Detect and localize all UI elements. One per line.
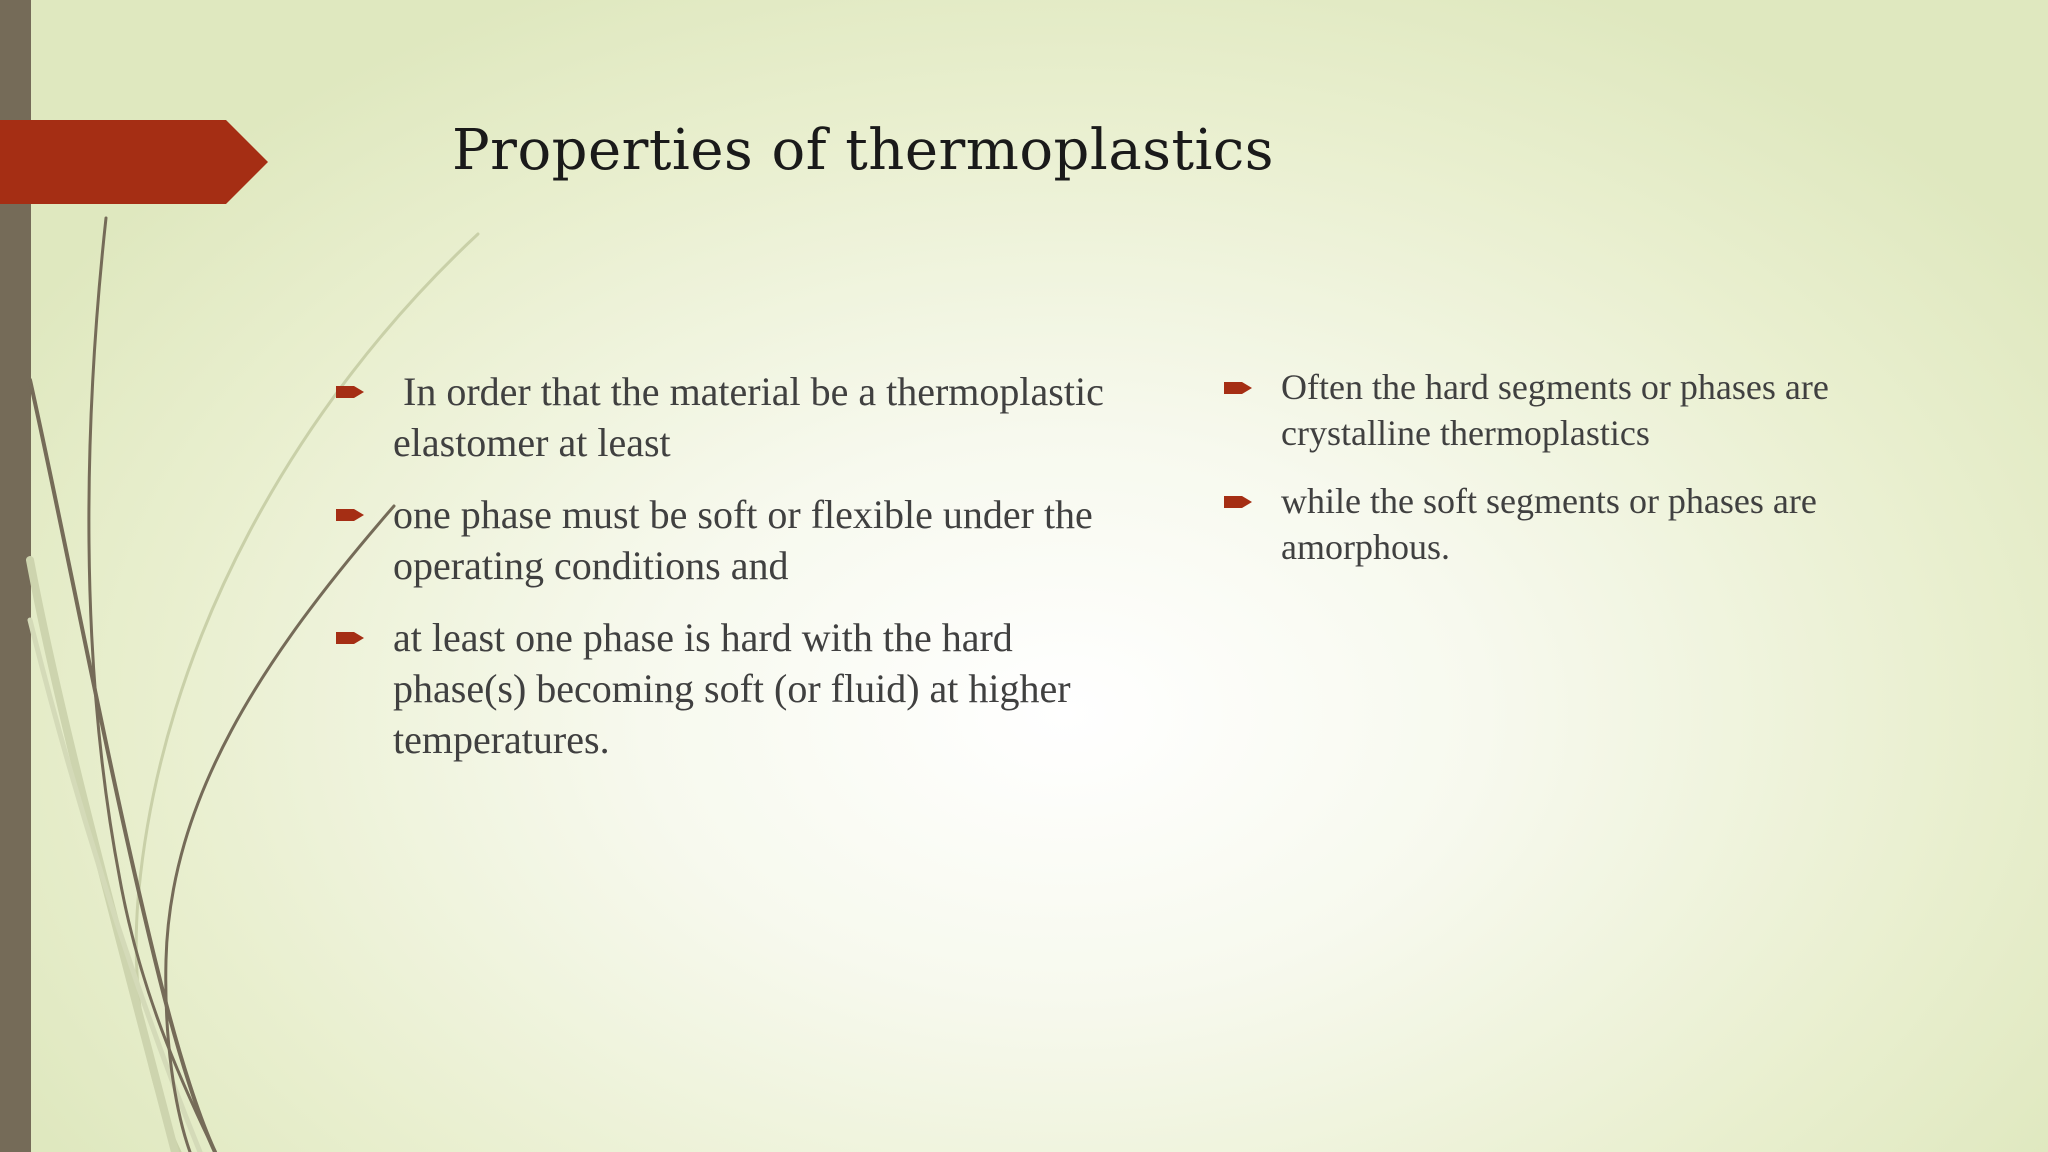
title-arrow-banner	[0, 120, 268, 204]
bullet-text: at least one phase is hard with the hard phase(s) becoming soft (or fluid) at higher temperatures.	[393, 615, 1071, 762]
bullet-text: Often the hard segments or phases are crystalline thermoplastics	[1281, 367, 1829, 453]
list-item	[336, 366, 1156, 468]
list-item	[336, 489, 1156, 591]
arrow-bullet-icon	[1224, 378, 1254, 398]
arrow-bullet-icon	[336, 628, 366, 648]
list-item	[336, 612, 1156, 765]
slide-title: Properties of thermoplastics	[452, 118, 1274, 183]
arrow-bullet-icon	[336, 382, 366, 402]
bullet-text: one phase must be soft or flexible under the operating conditions and	[393, 492, 1093, 588]
right-bullet-list	[1224, 364, 1924, 592]
bullet-text: while the soft segments or phases are amorphous.	[1281, 481, 1817, 567]
arrow-bullet-icon	[336, 505, 366, 525]
list-item	[1224, 364, 1924, 456]
bullet-text: In order that the material be a thermoplastic elastomer at least	[393, 369, 1114, 465]
list-item	[1224, 478, 1924, 570]
left-bullet-list	[336, 366, 1156, 786]
arrow-bullet-icon	[1224, 492, 1254, 512]
